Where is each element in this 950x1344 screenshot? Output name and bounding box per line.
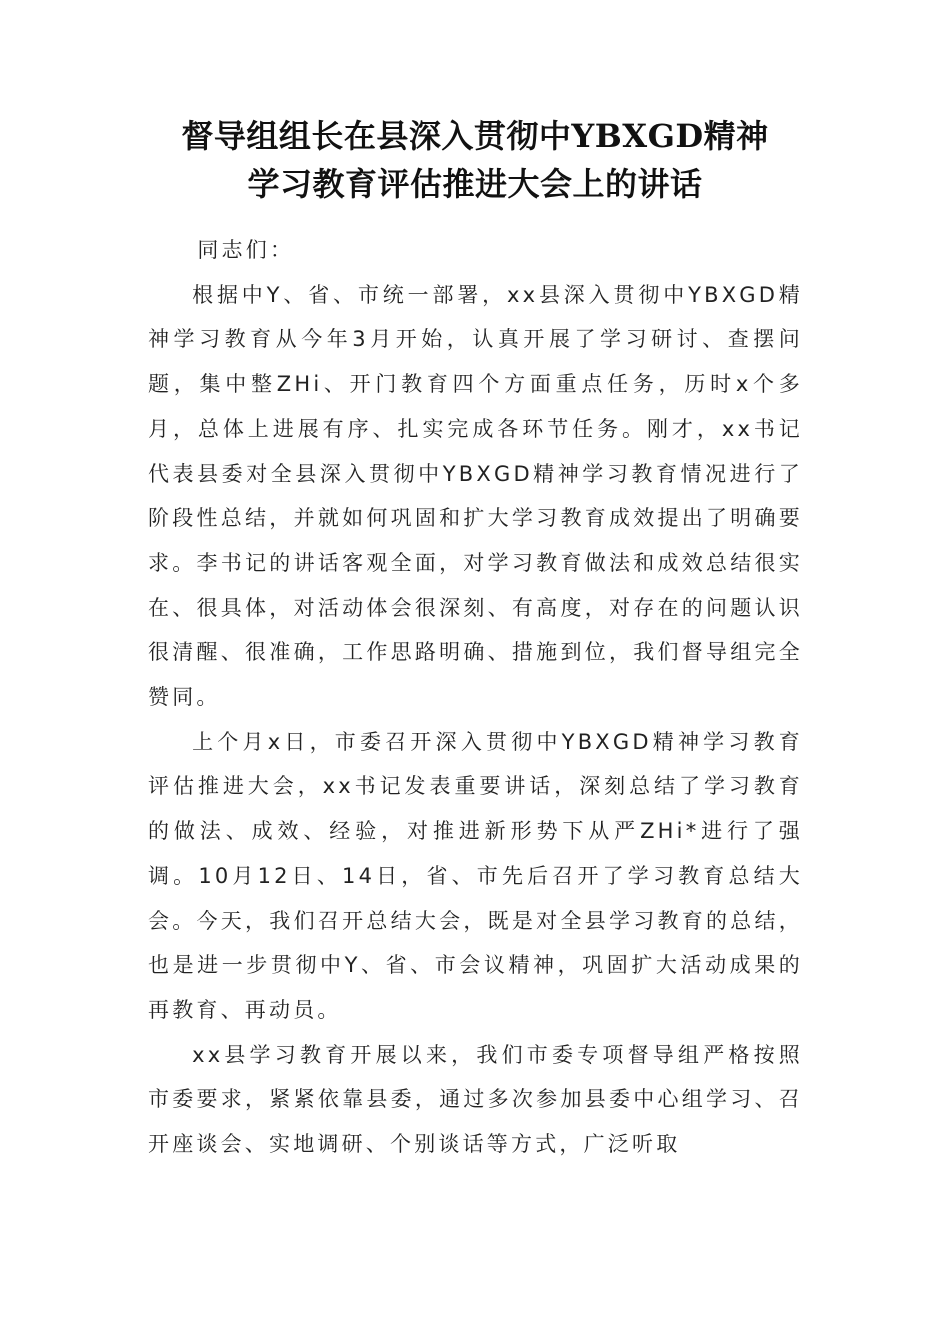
paragraph-3: xx县学习教育开展以来，我们市委专项督导组严格按照市委要求，紧紧依靠县委，通过多次参加县委中心组学习、召开座谈会、实地调研、个别谈话等方式，广泛听取 [148, 1042, 803, 1157]
document-body [148, 228, 803, 1167]
title-line-1: 督导组组长在县深入贯彻中YBXGD精神 [181, 117, 769, 155]
paragraph-2: 上个月x日，市委召开深入贯彻中YBXGD精神学习教育评估推进大会，xx书记发表重要讲话，深刻总结了学习教育的做法、成效、经验，对推进新形势下从严ZHi*进行了强调。10月12日、14日，省、市先后召开了学习教育总结大会。今天，我们召开总结大会，既是对全县学习教育的总结，也是进一步贯彻中Y、省、市会议精神，巩固扩大活动成果的再教育、再动员。 [148, 729, 803, 1022]
title-line-2: 学习教育评估推进大会上的讲话 [247, 165, 703, 203]
paragraph-1: 根据中Y、省、市统一部署，xx县深入贯彻中YBXGD精神学习教育从今年3月开始，认真开展了学习研讨、查摆问题，集中整ZHi、开门教育四个方面重点任务，历时x个多月，总体上进展有序、扎实完成各环节任务。刚才，xx书记代表县委对全县深入贯彻中YBXGD精神学习教育情况进行了阶段性总结，并就如何巩固和扩大学习教育成效提出了明确要求。李书记的讲话客观全面，对学习教育做法和成效总结很实在、很具体，对活动体会很深刻、有高度，对存在的问题认识很清醒、很准确，工作思路明确、措施到位，我们督导组完全赞同。 [148, 282, 803, 710]
document-title [145, 112, 805, 208]
salutation: 同志们： [197, 238, 295, 262]
